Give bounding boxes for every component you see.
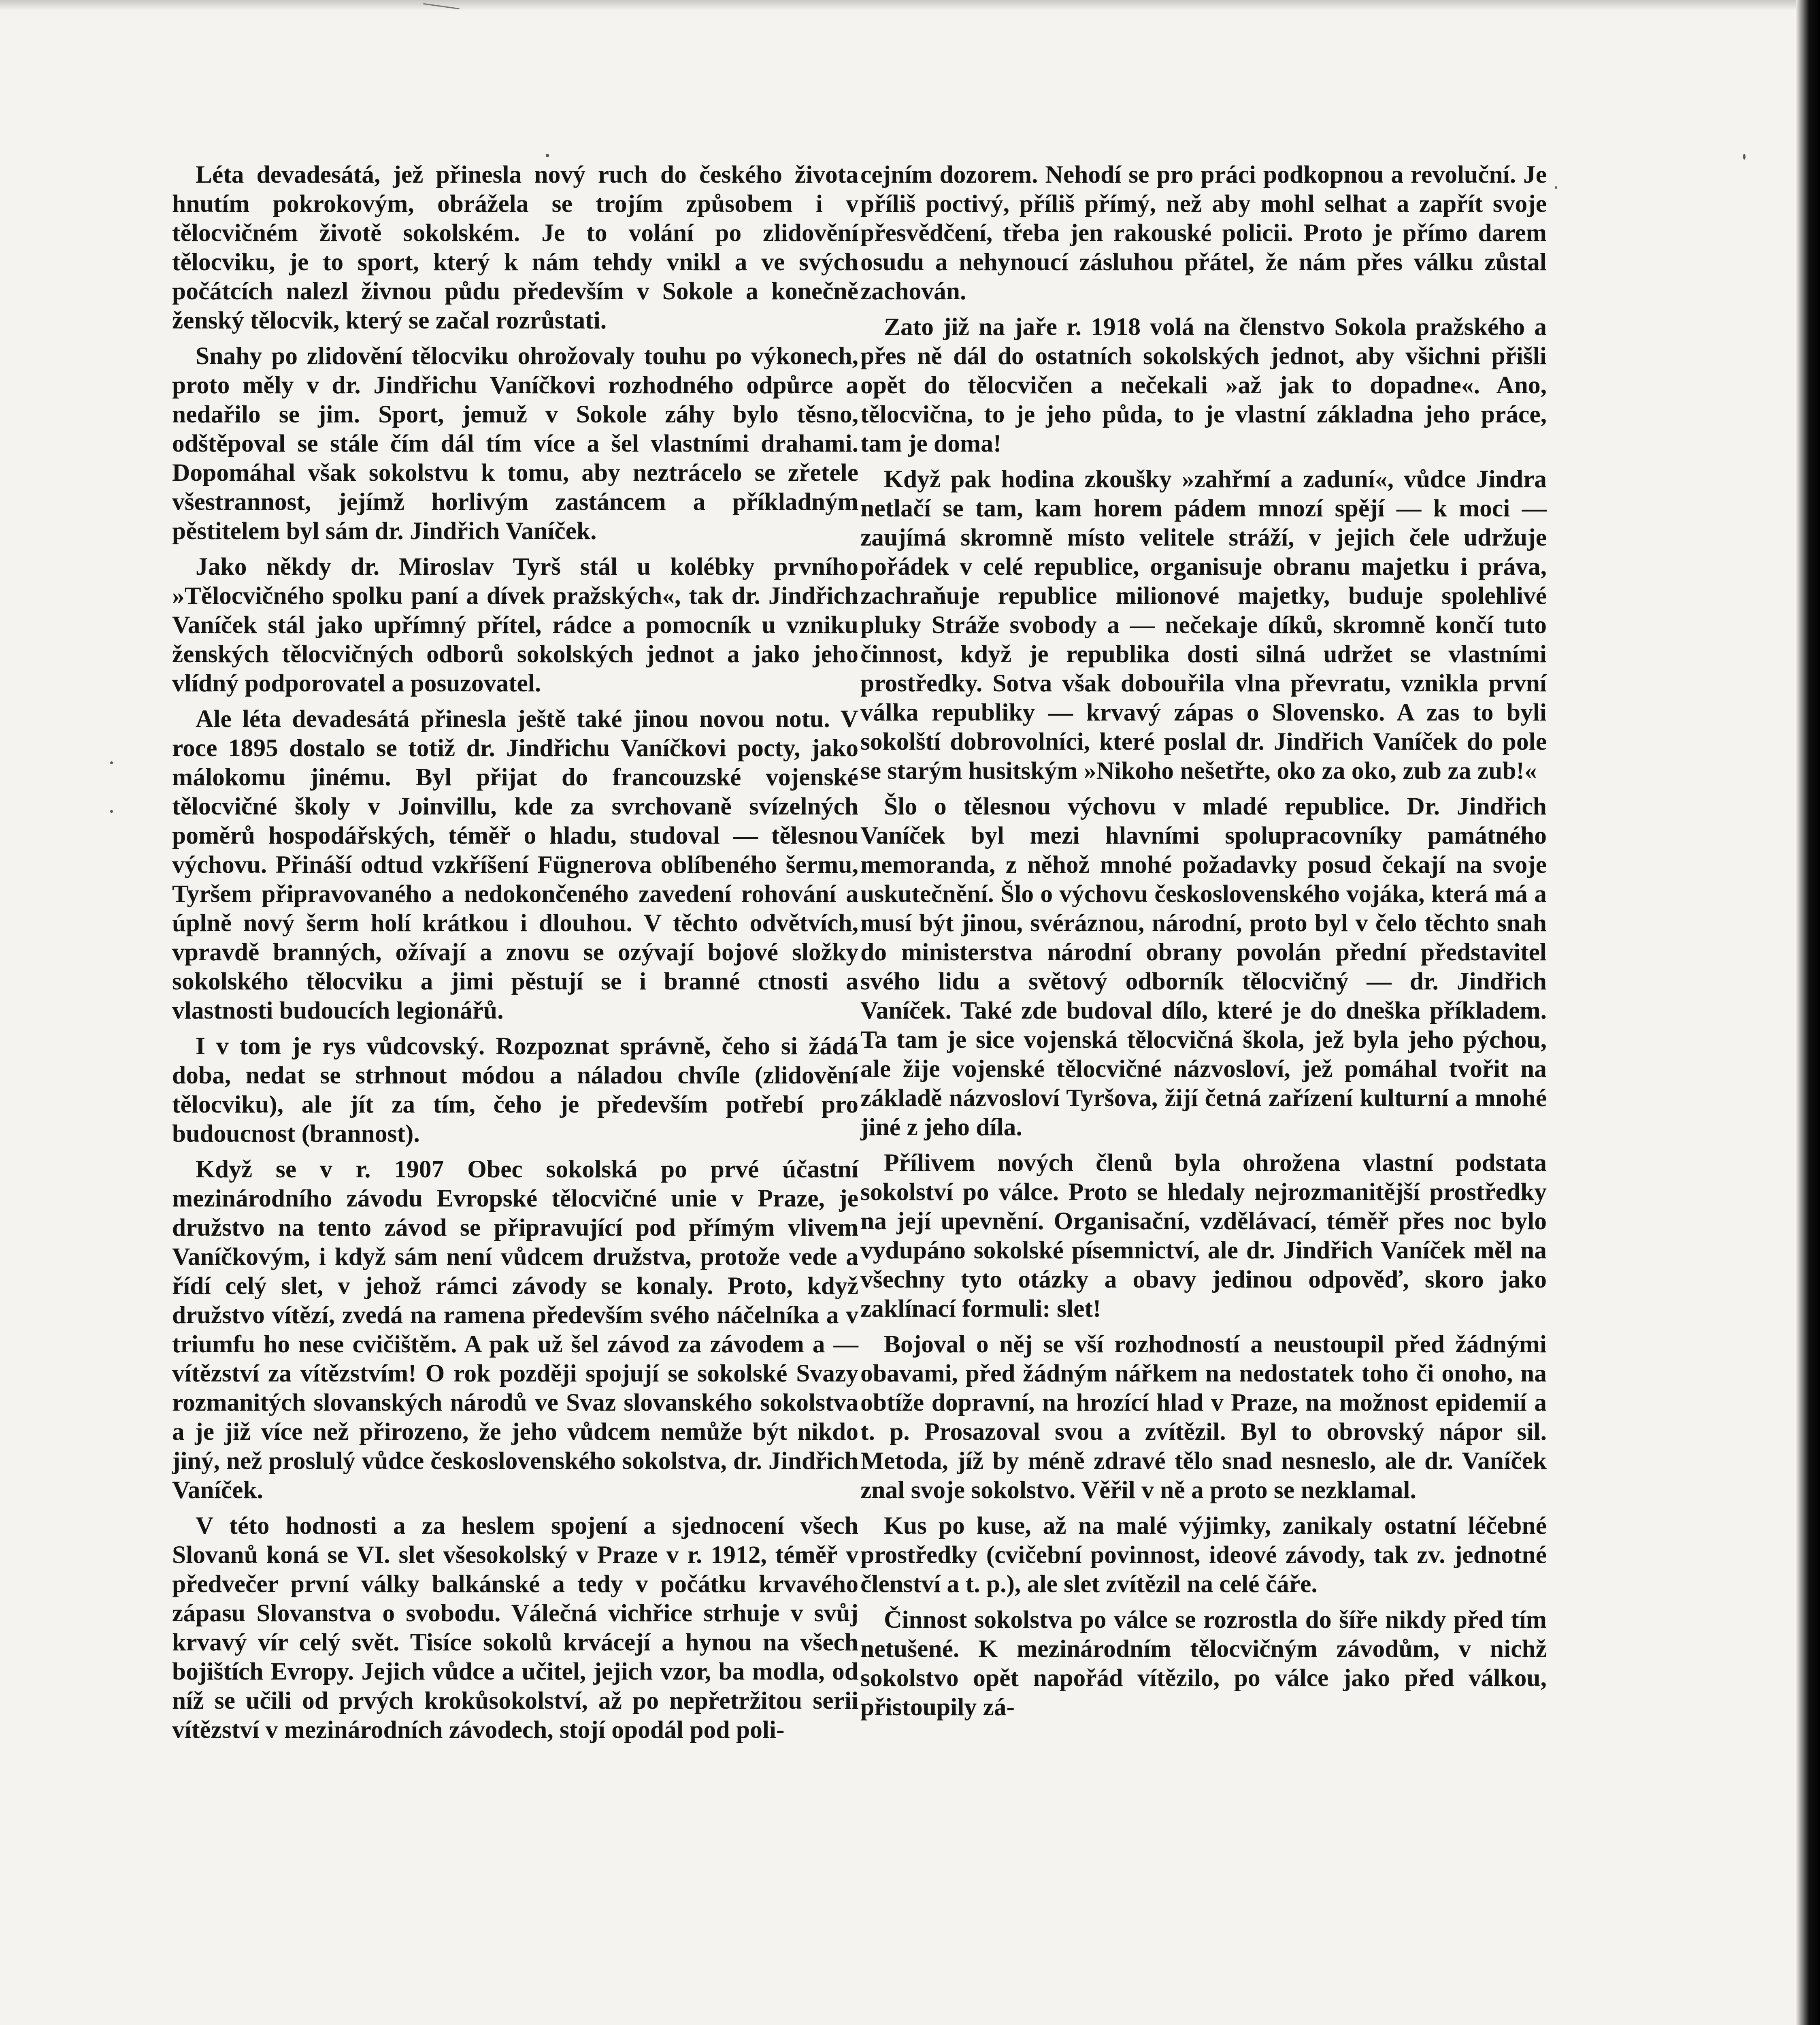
paragraph: Když se v r. 1907 Obec sokolská po prvé účastní mezinárodního závodu Evropské tělocvičné unie v Praze, je družstvo na tento závod se připravující pod přímým vlivem Vaníčkovým, i když sám není vůdcem družstva, protože vede a řídí celý slet, v jehož rámci závody se konaly. Proto, když družstvo vítězí, zvedá na ramena především svého náčelníka a v triumfu ho nese cvičištěm. A pak už šel závod za závodem a — vítězství za vítězstvím! O rok později spojují se sokolské Svazy rozmanitých slovanských národů ve Svaz slovanského sokolstva a je již více než přirozeno, že jeho vůdcem nemůže být nikdo jiný, než proslulý vůdce československého sokolstva, dr. Jindřich Vaníček. (172, 1155, 858, 1504)
print-speck (1555, 186, 1557, 189)
paragraph: Snahy po zlidovění tělocviku ohrožovaly touhu po výkonech, proto měly v dr. Jindřichu Vaníčkovi rozhodného odpůrce a nedařilo se jim. Sport, jemuž v Sokole záhy bylo těsno, odštěpoval se stále čím dál tím více a šel vlastními drahami. Dopomáhal však sokolstvu k tomu, aby neztrácelo se zřetele všestrannost, jejímž horlivým zastáncem a příkladným pěstitelem byl sám dr. Jindřich Vaníček. (172, 342, 858, 545)
print-speck (110, 810, 113, 813)
right-text-column (860, 160, 1547, 1728)
paragraph: Když pak hodina zkoušky »zahřmí a zaduní«, vůdce Jindra netlačí se tam, kam horem pádem mnozí spějí — k moci — zaujímá skromně místo velitele stráží, v jejich čele udržuje pořádek v celé republice, organisuje obranu majetku i práva, zachraňuje republice milionové majetky, buduje spolehlivé pluky Stráže svobody a — nečekaje díků, skromně končí tuto činnost, když je republika dosti silná udržet se vlastními prostředky. Sotva však dobouřila vlna převratu, vznikla první válka republiky — krvavý zápas o Slovensko. A zas to byli sokolští dobrovolníci, které poslal dr. Jindřich Vaníček do pole se starým husitským »Nikoho nešetřte, oko za oko, zub za zub!« (860, 465, 1547, 784)
paragraph: Jako někdy dr. Miroslav Tyrš stál u kolébky prvního »Tělocvičného spolku paní a dívek pražských«, tak dr. Jindřich Vaníček stál jako upřímný přítel, rádce a pomocník u vzniku ženských tělocvičných odborů sokolských jednot a jako jeho vlídný podporovatel a posuzovatel. (172, 553, 858, 697)
paragraph: I v tom je rys vůdcovský. Rozpoznat správně, čeho si žádá doba, nedat se strhnout módou a náladou chvíle (zlidovění tělocviku), ale jít za tím, čeho je především potřebí pro budoucnost (brannost). (172, 1032, 858, 1147)
print-speck (546, 154, 549, 157)
paragraph: Činnost sokolstva po válce se rozrostla do šíře nikdy před tím netušené. K mezinárodním tělocvičným závodům, v nichž sokolstvo opět napořád vítězilo, po válce jako před válkou, přistoupily zá- (860, 1606, 1547, 1721)
paragraph: Léta devadesátá, jež přinesla nový ruch do českého života hnutím pokrokovým, obrážela se trojím způsobem i v tělocvičném životě sokolském. Je to volání po zlidovění tělocviku, je to sport, který k nám tehdy vnikl a ve svých počátcích nalezl živnou půdu především v Sokole a konečně ženský tělocvik, který se začal rozrůstati. (172, 161, 858, 334)
paragraph-continued: cejním dozorem. Nehodí se pro práci podkopnou a revoluční. Je příliš poctivý, příliš přímý, než aby mohl selhat a zapřít svoje přesvědčení, třeba jen rakouské policii. Proto je přímo darem osudu a nehynoucí zásluhou přátel, že nám přes válku zůstal zachován. (860, 161, 1547, 305)
page-top-edge-shadow (0, 0, 1820, 11)
paragraph: Bojoval o něj se vší rozhodností a neustoupil před žádnými obavami, před žádným nářkem na nedostatek toho či onoho, na obtíže dopravní, na hrozící hlad v Praze, na možnost epidemií a t. p. Prosazoval svou a zvítězil. Byl to obrovský nápor sil. Metoda, jíž by méně zdravé tělo snad nesneslo, ale dr. Vaníček znal svoje sokolstvo. Věřil v ně a proto se nezklamal. (860, 1330, 1547, 1504)
paragraph: Zato již na jaře r. 1918 volá na členstvo Sokola pražského a přes ně dál do ostatních sokolských jednot, aby všichni přišli opět do tělocvičen a nečekali »až jak to dopadne«. Ano, tělocvična, to je jeho půda, to je vlastní základna jeho práce, tam je doma! (860, 313, 1547, 457)
paragraph: Kus po kuse, až na malé výjimky, zanikaly ostatní léčebné prostředky (cvičební povinnost, ideové závody, tak zv. jednotné členství a t. p.), ale slet zvítězil na celé čáře. (860, 1512, 1547, 1598)
print-speck (1743, 154, 1745, 160)
paragraph: V této hodnosti a za heslem spojení a sjednocení všech Slovanů koná se VI. slet všesokolský v Praze v r. 1912, téměř v předvečer první války balkánské a tedy v počátku krvavého zápasu Slovanstva o svobodu. Válečná vichřice strhuje v svůj krvavý vír celý svět. Tisíce sokolů krvácejí a hynou na všech bojištích Evropy. Jejich vůdce a učitel, jejich vzor, ba modla, od níž se učili od prvých krokůsokolství, až po nepřetržitou serii vítězství v mezinárodních závodech, stojí opodál pod poli- (172, 1512, 858, 1744)
paragraph: Přílivem nových členů byla ohrožena vlastní podstata sokolství po válce. Proto se hledaly nejrozmanitější prostředky na její upevnění. Organisační, vzdělávací, téměř přes noc bylo vydupáno sokolské písemnictví, ale dr. Jindřich Vaníček měl na všechny tyto otázky a obavy jedinou odpověď, skoro jako zaklínací formuli: slet! (860, 1149, 1547, 1322)
paragraph: Ale léta devadesátá přinesla ještě také jinou novou notu. V roce 1895 dostalo se totiž dr. Jindřichu Vaníčkovi pocty, jako málokomu jinému. Byl přijat do francouzské vojenské tělocvičné školy v Joinvillu, kde za svrchovaně svízelných poměrů hospodářských, téměř o hladu, studoval — tělesnou výchovu. Přináší odtud vzkříšení Fügnerova oblíbeného šermu, Tyršem připravovaného a nedokončeného zavedení rohování a úplně nový šerm holí krátkou i dlouhou. V těchto odvětvích, vpravdě branných, ožívají a znovu se ozývají bojové složky sokolského tělocviku a jimi pěstují se i branné ctnosti a vlastnosti budoucích legionářů. (172, 705, 858, 1024)
left-text-column (172, 160, 858, 1751)
paragraph: Šlo o tělesnou výchovu v mladé republice. Dr. Jindřich Vaníček byl mezi hlavními spolupracovníky památného memoranda, z něhož mnohé požadavky posud čekají na svoje uskutečnění. Šlo o výchovu československého vojáka, která má a musí být jinou, svéráznou, národní, proto byl v čelo těchto snah do ministerstva národní obrany povolán přední představitel svého lidu a světový odborník tělocvičný — dr. Jindřich Vaníček. Také zde budoval dílo, které je do dneška příkladem. Ta tam je sice vojenská tělocvičná škola, jež byla jeho pýchou, ale žije vojenské tělocvičné názvosloví, jež pomáhal tvořit na základě názvosloví Tyršova, žijí četná zařízení kulturní a mnohé jiné z jeho díla. (860, 793, 1547, 1141)
page-right-edge-shadow (1796, 0, 1820, 2025)
print-speck (110, 761, 113, 764)
